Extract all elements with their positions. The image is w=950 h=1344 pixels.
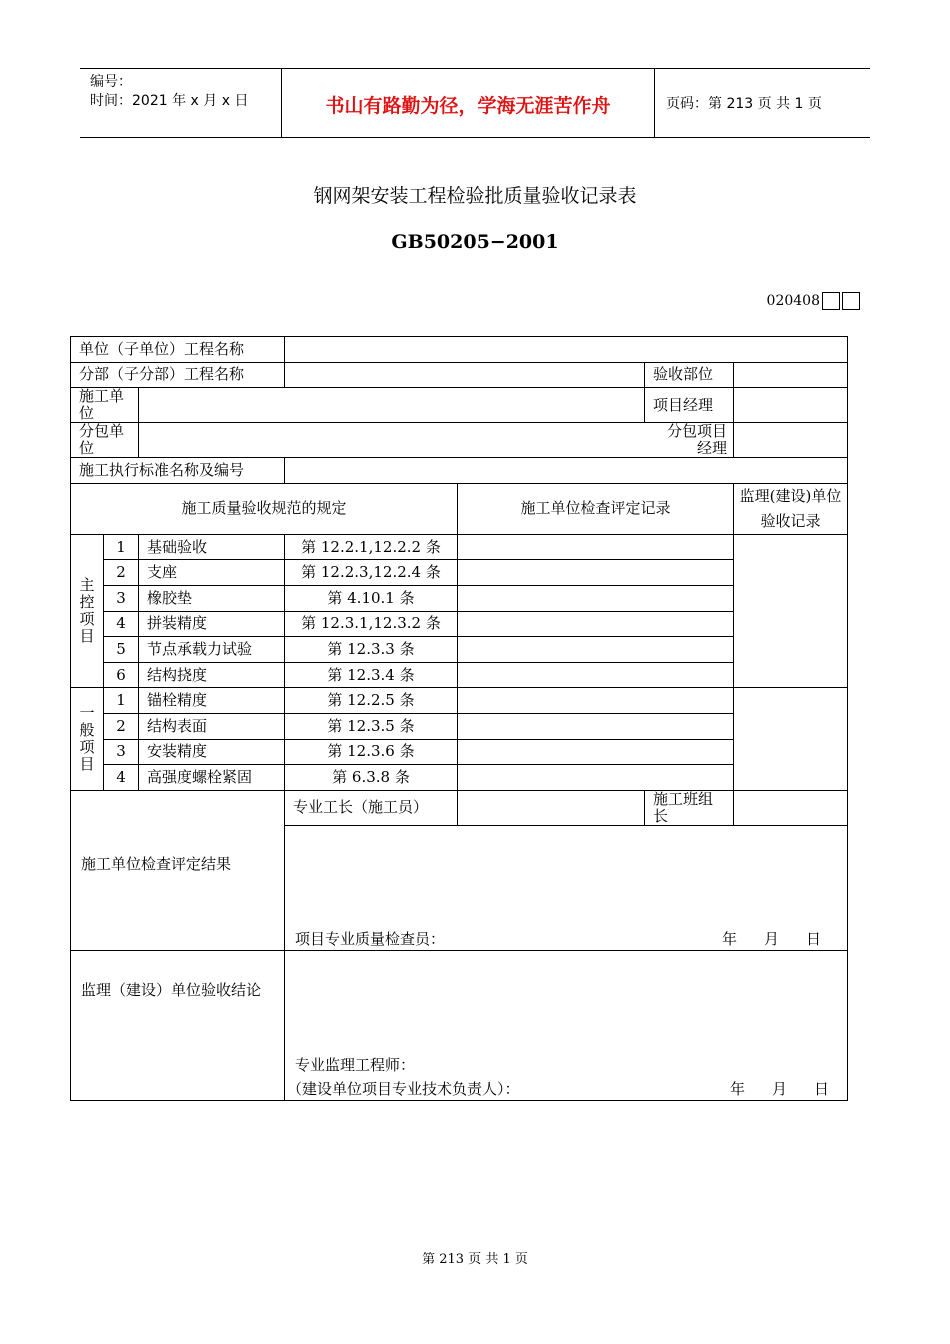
main-items-supervision[interactable]	[734, 534, 848, 688]
item-clause: 第 4.10.1 条	[285, 585, 458, 611]
engineer-label: 专业监理工程师：	[295, 1055, 416, 1074]
foreman-label: 专业工长（施工员）	[285, 790, 458, 825]
item-check-record[interactable]	[458, 739, 734, 765]
item-name: 节点承载力试验	[139, 637, 285, 663]
main-items-char: 项	[79, 610, 95, 629]
general-items-char: 目	[79, 755, 95, 774]
accept-part-label: 验收部位	[645, 362, 734, 388]
item-number: 3	[104, 739, 139, 765]
item-name: 安装精度	[139, 739, 285, 765]
date-day: 日	[814, 1079, 830, 1098]
team-leader-label: 施工班组长	[645, 790, 734, 825]
conclusion-label: 监理（建设）单位验收结论	[81, 980, 262, 999]
item-clause: 第 12.2.5 条	[285, 688, 458, 714]
time-label: 时间：2021 年 x 月 x 日	[90, 93, 249, 109]
construction-unit-field[interactable]	[139, 388, 645, 423]
sub-project-manager-label: 分包项目经理	[645, 423, 734, 458]
result-label: 施工单位检查评定结果	[81, 854, 232, 873]
item-clause: 第 12.2.1,12.2.2 条	[285, 534, 458, 560]
item-check-record[interactable]	[458, 713, 734, 739]
item-clause: 第 12.3.4 条	[285, 662, 458, 688]
header-motto: 书山有路勤为径，学海无涯苦作舟	[325, 95, 611, 117]
item-name: 高强度螺栓紧固	[139, 765, 285, 791]
result-label-cell	[71, 790, 285, 950]
main-items-char: 目	[79, 627, 95, 646]
item-number: 5	[104, 637, 139, 663]
subcontract-unit-label: 分包单位	[71, 423, 139, 458]
header-page-info: 页码：第 213 页 共 1 页	[666, 96, 822, 112]
item-check-record[interactable]	[458, 585, 734, 611]
date-month: 月	[764, 929, 780, 948]
item-number: 6	[104, 662, 139, 688]
team-leader-field[interactable]	[734, 790, 848, 825]
standard-code: GB50205−2001	[391, 231, 559, 253]
sub-project-manager-field[interactable]	[734, 423, 848, 458]
item-name: 结构挠度	[139, 662, 285, 688]
date-year: 年	[730, 1079, 746, 1098]
date-month: 月	[772, 1079, 788, 1098]
general-items-label	[71, 688, 104, 790]
construction-unit-label: 施工单位	[71, 388, 139, 423]
item-clause: 第 6.3.8 条	[285, 765, 458, 791]
item-number: 2	[104, 713, 139, 739]
result-sign-area[interactable]	[285, 825, 848, 950]
main-items-char: 主	[79, 576, 95, 595]
inspector-label: 项目专业质量检查员：	[295, 929, 446, 948]
item-check-record[interactable]	[458, 534, 734, 560]
project-manager-label: 项目经理	[645, 388, 734, 423]
division-name-field[interactable]	[285, 362, 645, 388]
date-year: 年	[722, 929, 738, 948]
item-number: 4	[104, 765, 139, 791]
check-record-header: 施工单位检查评定记录	[458, 483, 734, 534]
conclusion-sign-area[interactable]	[285, 950, 848, 1100]
code-box[interactable]	[842, 292, 860, 310]
item-number: 3	[104, 585, 139, 611]
item-check-record[interactable]	[458, 662, 734, 688]
exec-standard-field[interactable]	[285, 458, 848, 484]
item-check-record[interactable]	[458, 560, 734, 586]
subcontract-unit-field[interactable]	[139, 423, 645, 458]
form-code	[767, 292, 860, 310]
item-check-record[interactable]	[458, 611, 734, 637]
document-title: 钢网架安装工程检验批质量验收记录表	[313, 185, 637, 207]
supervision-header: 监理(建设)单位验收记录	[734, 483, 848, 534]
main-items-label	[71, 534, 104, 688]
foreman-field[interactable]	[458, 790, 645, 825]
item-name: 结构表面	[139, 713, 285, 739]
item-number: 2	[104, 560, 139, 586]
item-check-record[interactable]	[458, 765, 734, 791]
form-code-number: 020408	[766, 293, 820, 309]
unit-name-field[interactable]	[285, 337, 848, 363]
inspection-table	[70, 336, 848, 1101]
conclusion-label-cell	[71, 950, 285, 1100]
item-number: 1	[104, 688, 139, 714]
page-footer: 第 213 页 共 1 页	[422, 1252, 528, 1267]
item-clause: 第 12.3.3 条	[285, 637, 458, 663]
division-name-label: 分部（子分部）工程名称	[71, 362, 285, 388]
item-check-record[interactable]	[458, 688, 734, 714]
item-check-record[interactable]	[458, 637, 734, 663]
item-clause: 第 12.3.6 条	[285, 739, 458, 765]
date-day: 日	[806, 929, 822, 948]
page-header	[80, 68, 870, 138]
general-items-char: 般	[79, 721, 95, 740]
header-divider	[654, 69, 655, 137]
unit-name-label: 单位（子单位）工程名称	[71, 337, 285, 363]
code-box[interactable]	[822, 292, 840, 310]
owner-rep-label: （建设单位项目专业技术负责人）：	[287, 1079, 520, 1098]
item-name: 拼装精度	[139, 611, 285, 637]
item-name: 锚栓精度	[139, 688, 285, 714]
item-clause: 第 12.3.1,12.3.2 条	[285, 611, 458, 637]
item-number: 1	[104, 534, 139, 560]
general-items-char: 项	[79, 738, 95, 757]
item-clause: 第 12.2.3,12.2.4 条	[285, 560, 458, 586]
main-items-char: 控	[79, 593, 95, 612]
accept-part-field[interactable]	[734, 362, 848, 388]
item-name: 支座	[139, 560, 285, 586]
general-items-supervision[interactable]	[734, 688, 848, 790]
item-name: 基础验收	[139, 534, 285, 560]
exec-standard-label: 施工执行标准名称及编号	[71, 458, 285, 484]
item-name: 橡胶垫	[139, 585, 285, 611]
number-label: 编号：	[90, 74, 132, 90]
general-items-char: 一	[79, 704, 95, 723]
project-manager-field[interactable]	[734, 388, 848, 423]
spec-header: 施工质量验收规范的规定	[71, 483, 458, 534]
item-number: 4	[104, 611, 139, 637]
header-meta	[90, 73, 248, 111]
item-clause: 第 12.3.5 条	[285, 713, 458, 739]
